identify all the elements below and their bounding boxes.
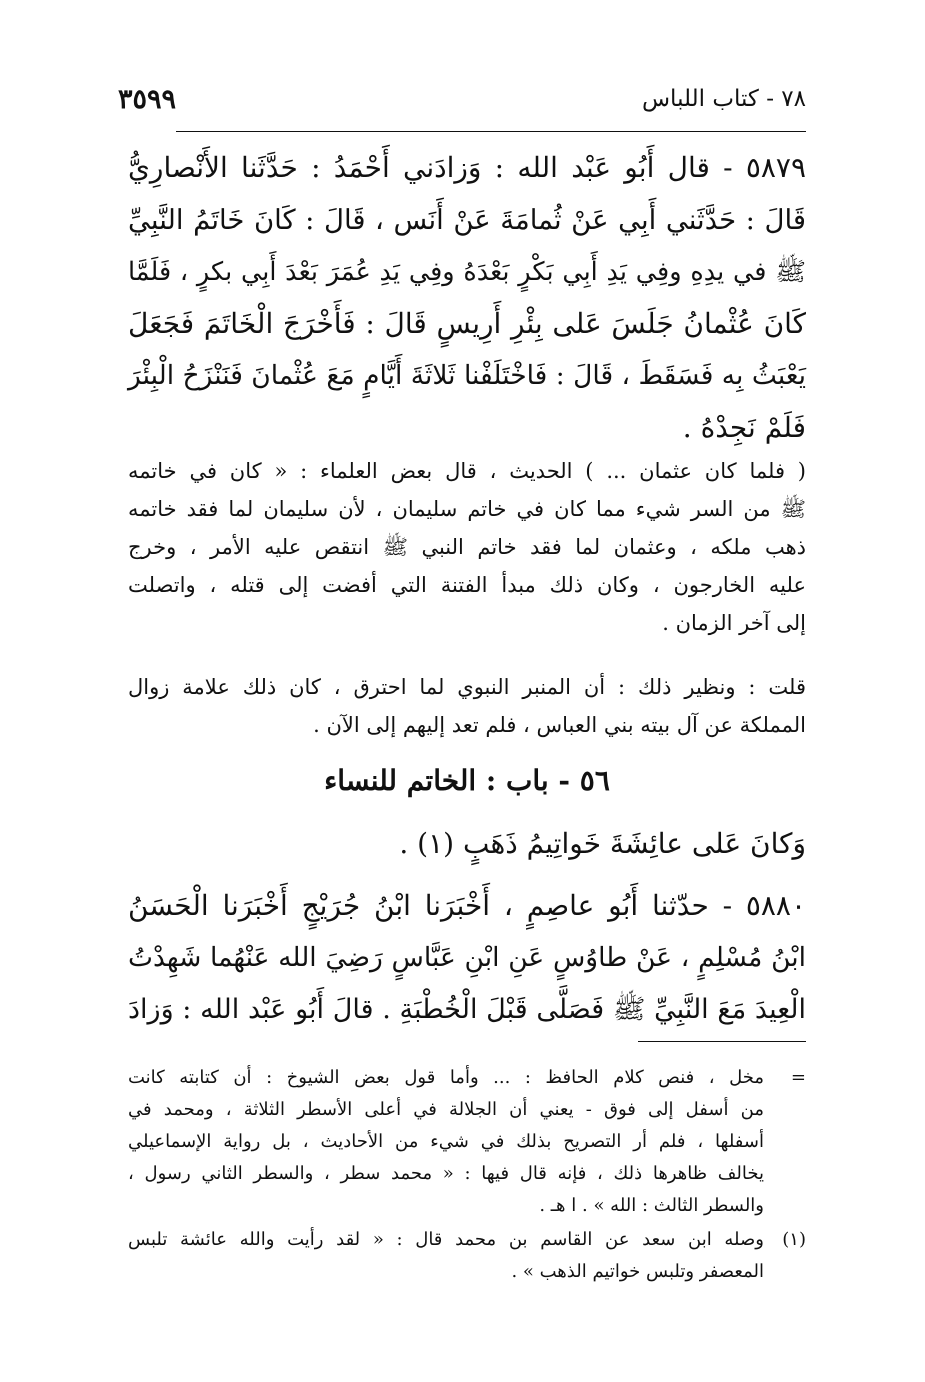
- footnote-line: من أسفل إلى فوق - يعني أن الجلالة في أعلى الأسطر الثلاثة ، ومحمد في: [128, 1099, 764, 1120]
- hadith-line: الْعِيدَ مَعَ النَّبِيِّ ﷺ فَصَلَّى قَبْلَ الْخُطْبَةِ . قالَ أَبُو عَبْد الله : وَزادَ: [128, 994, 806, 1025]
- header-rule: [176, 131, 806, 132]
- footnote-line: يخالف ظاهرها ذلك ، فإنه قال فيها : « محمد سطر ، والسطر الثاني رسول ،: [128, 1163, 764, 1184]
- hadith-5880: [128, 880, 806, 1036]
- hadith-line: كَانَ عُثْمانُ جَلَسَ عَلى بِئْرِ أَرِيسٍ قَالَ : فَأَخْرَجَ الْخَاتَمَ فَجَعَلَ: [128, 307, 806, 340]
- page-number: ٣٥٩٩: [118, 84, 177, 115]
- commentary-paragraph-1: [128, 452, 806, 642]
- footnote-rule: [638, 1041, 806, 1042]
- commentary-paragraph-2: [128, 668, 806, 744]
- commentary-line: عليه الخارجون ، وكان ذلك مبدأ الفتنة التي أفضت إلى قتله ، واتصلت: [128, 573, 806, 597]
- footnote-line: المعصفر وتلبس خواتيم الذهب » .: [511, 1261, 764, 1282]
- footnote-line: وصله ابن سعد عن القاسم بن محمد قال : « لقد رأيت والله عائشة تلبس: [128, 1229, 764, 1250]
- footnote-line: أسفلها ، فلم أر التصريح بذلك في شيء من الأحاديث ، بل رواية الإسماعيلي: [128, 1131, 764, 1152]
- footnote-1: [128, 1224, 806, 1288]
- commentary-line: ( فلما كان عثمان ... ) الحديث ، قال بعض العلماء : « كان في خاتمه: [128, 459, 806, 483]
- footnote-line: مخل ، فنص كلام الحافظ : ... وأما قول بعض الشيوخ : أن كتابته كانت: [128, 1067, 764, 1088]
- commentary-line: ﷺ من السر شيء مما كان في خاتم سليمان ، لأن سليمان لما فقد خاتمه: [128, 497, 806, 521]
- chapter-intro: [128, 818, 806, 870]
- hadith-line: فَلَمْ نَجِدْهُ .: [682, 411, 806, 444]
- footnote-continued: [128, 1062, 806, 1222]
- book-title: ٧٨ - كتاب اللباس: [641, 86, 806, 112]
- hadith-line: يَعْبَثُ بِه فَسَقَطَ ، قَالَ : فَاخْتَلَفْنا ثَلاثَةَ أَيَّامٍ مَعَ عُثْمانَ فَنَنْزَحُ الْبِئْرَ: [128, 360, 806, 391]
- commentary-line: إلى آخر الزمان .: [662, 611, 806, 635]
- commentary-line: ذهب ملكه ، وعثمان لما فقد خاتم النبي ﷺ انتقص عليه الأمر ، وخرج: [128, 535, 806, 559]
- hadith-line: قَالَ : حَدَّثَني أَبِي عَنْ ثُمامَةَ عَنْ أَنَس ، قَالَ : كَانَ خَاتَمُ النَّبِيِّ: [128, 204, 806, 236]
- footnote-continuation-mark: =: [790, 1067, 806, 1088]
- chapter-line: وَكانَ عَلى عائِشَةَ خَواتِيمُ ذَهَبٍ (١) .: [399, 827, 806, 860]
- page-header: [118, 84, 806, 124]
- hadith-line: ﷺ في يدِهِ وفِي يَدِ أَبِي بَكْرٍ بَعْدَهُ وفِي يَدِ عُمَرَ بَعْدَ أَبِي بكرٍ ، فَلَمَّا: [128, 257, 806, 287]
- chapter-heading: ٥٦ - باب : الخاتم للنساء: [324, 764, 610, 797]
- footnote-number: (١): [782, 1229, 806, 1250]
- commentary-line: قلت : ونظير ذلك : أن المنبر النبوي لما احترق ، كان ذلك علامة زوال: [128, 675, 806, 699]
- hadith-5879: [128, 142, 806, 454]
- hadith-line: ٥٨٨٠ - حدّثنا أَبُو عاصِمٍ ، أَخْبَرَنا ابْنُ جُرَيْجٍ أَخْبَرَنا الْحَسَنُ: [128, 889, 806, 922]
- hadith-line: ابْنُ مُسْلِمٍ ، عَنْ طاوُسٍ عَنِ ابْنِ عَبَّاسٍ رَضِيَ الله عَنْهُما شَهِدْتُ: [128, 942, 806, 973]
- footnote-line: والسطر الثالث : الله » . ا هـ .: [539, 1195, 764, 1216]
- commentary-line: المملكة عن آل بيته بني العباس ، فلم تعد إليهم إلى الآن .: [313, 713, 806, 737]
- footnotes: [128, 1062, 806, 1290]
- hadith-line: ٥٨٧٩ - قال أَبُو عَبْد الله : وَزادَني أَحْمَدُ : حَدَّثَنا الأَنْصارِيُّ: [128, 151, 806, 184]
